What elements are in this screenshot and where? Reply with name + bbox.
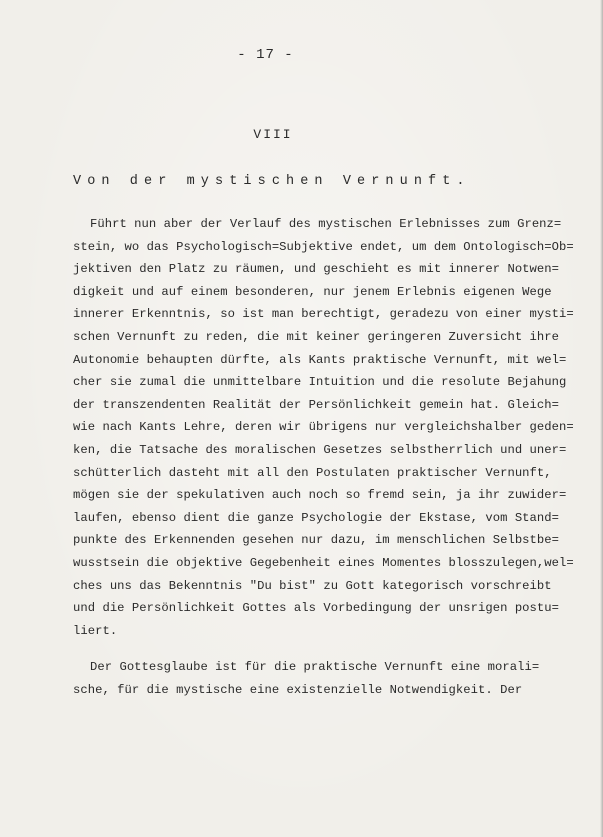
text-line: jektiven den Platz zu räumen, und geschieht es mit innerer Notwen= [73, 262, 560, 277]
text-line: innerer Erkenntnis, so ist man berechtigt, geradezu von einer mysti= [73, 307, 574, 322]
text-line: digkeit und auf einem besonderen, nur jenem Erlebnis eigenen Wege [73, 284, 552, 299]
text-line: Autonomie behaupten dürfte, als Kants praktische Vernunft, mit wel= [73, 352, 567, 367]
body-text [73, 213, 573, 701]
text-line: der transzendenten Realität der Persönlichkeit gemein hat. Gleich= [73, 397, 560, 412]
text-line: laufen, ebenso dient die ganze Psychologie der Ekstase, vom Stand= [73, 510, 560, 525]
section-title: Von der mystischen Vernunft. [73, 174, 471, 189]
text-line: Der Gottesglaube ist für die praktische Vernunft eine morali= [90, 660, 540, 675]
text-line: liert. [73, 623, 118, 638]
text-line: ches uns das Bekenntnis "Du bist" zu Gott kategorisch vorschreibt [73, 578, 552, 593]
text-line: stein, wo das Psychologisch=Subjektive endet, um dem Ontologisch=Ob= [73, 239, 574, 254]
text-line: wusstsein die objektive Gegebenheit eines Momentes blosszulegen,wel= [73, 555, 574, 570]
text-line: sche, für die mystische eine existenzielle Notwendigkeit. Der [73, 682, 523, 697]
text-line: ken, die Tatsache des moralischen Gesetzes selbstherrlich und uner= [73, 442, 567, 457]
paragraph-spacer [73, 642, 573, 656]
text-line: schen Vernunft zu reden, die mit keiner geringeren Zuversicht ihre [73, 329, 560, 344]
page-number: - 17 - [237, 47, 294, 63]
text-line: mögen sie der spekulativen auch noch so fremd sein, ja ihr zuwider= [73, 488, 567, 503]
text-line: und die Persönlichkeit Gottes als Vorbedingung der unsrigen postu= [73, 601, 560, 616]
text-line: schütterlich dasteht mit all den Postulaten praktischer Vernunft, [73, 465, 552, 480]
text-line: Führt nun aber der Verlauf des mystischen Erlebnisses zum Grenz= [90, 217, 562, 231]
chapter-heading: VIII [253, 127, 293, 142]
text-line: cher sie zumal die unmittelbare Intuition und die resolute Bejahung [73, 375, 567, 390]
text-line: punkte des Erkennenden gesehen nur dazu, im menschlichen Selbstbe= [73, 533, 560, 548]
paragraph [73, 213, 573, 642]
text-line: wie nach Kants Lehre, deren wir übrigens nur vergleichshalber geden= [73, 420, 574, 435]
paragraph [73, 656, 573, 701]
